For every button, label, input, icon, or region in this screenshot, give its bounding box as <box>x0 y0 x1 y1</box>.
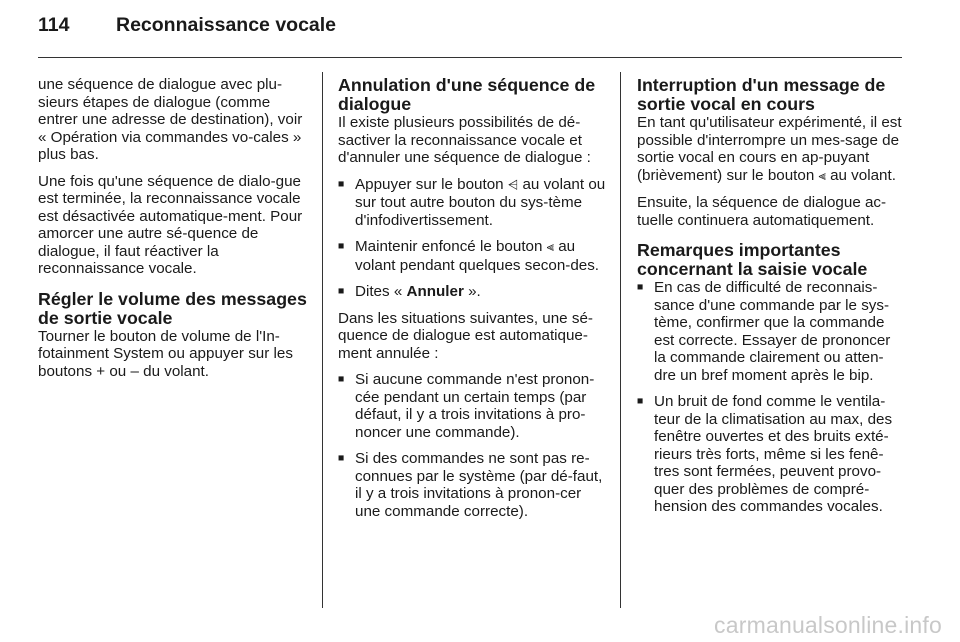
page-header <box>38 14 336 37</box>
section-heading-remarks: Remarques importantes concernant la saisie vocale <box>637 240 868 279</box>
list-item: ■ Appuyer sur le bouton ⩤ au volant ou sur tout autre bouton du sys-tème d'infodivertissement. <box>338 176 606 230</box>
paragraph: Dans les situations suivantes, une sé-quence de dialogue est automatique-ment annulée : <box>338 309 593 362</box>
voice-button-icon: ⫷ <box>818 168 826 184</box>
section-heading-cancel: Annulation d'une séquence de dialogue <box>338 75 596 114</box>
column-1 <box>38 76 308 389</box>
paragraph: une séquence de dialogue avec plu-sieurs étapes de dialogue (comme entrer une adresse de destination), voir « Opération via commandes vo-cales » plus bas. <box>38 76 303 163</box>
list-item: ■ Maintenir enfoncé le bouton ⫷ au volant pendant quelques secon-des. <box>338 238 606 274</box>
paragraph: Une fois qu'une séquence de dialo-gue est terminée, la reconnaissance vocale est désactivée automatique-ment. Pour amorcer une autre sé-quence de dialogue, il faut réactiver la reconnaissance vocale. <box>38 172 303 277</box>
paragraph: Tourner le bouton de volume de l'In-fotainment System ou appuyer sur les boutons + ou – du volant. <box>38 327 293 380</box>
section-heading-volume: Régler le volume des messages de sortie vocale <box>38 288 307 328</box>
cancel-command: Annuler <box>406 283 464 300</box>
paragraph: Ensuite, la séquence de dialogue ac-tuelle continuera automatiquement. <box>637 194 887 229</box>
page-title: Reconnaissance vocale <box>116 14 337 36</box>
list-item: ■ Un bruit de fond comme le ventila-teur de la climatisation au max, des fenêtre ouvertes et des bruits exté-rieurs très forts, même si les fenê-tres sont fermées, peuvent provo-quer des problèmes de compré-hension des commandes vocales. <box>637 393 903 516</box>
list-item: ■ Dites « Annuler ». <box>338 283 606 301</box>
watermark: carmanualsonline.info <box>714 612 942 638</box>
paragraph: En tant qu'utilisateur expérimenté, il est possible d'interrompre un mes-sage de sortie vocal en cours en ap-puyant (brièvement) sur le bouton ⫷ au volant. <box>637 114 902 184</box>
column-3 <box>637 76 903 525</box>
column-2 <box>338 76 606 529</box>
paragraph: Il existe plusieurs possibilités de dé-sactiver la reconnaissance vocale et d'annuler une séquence de dialogue : <box>338 114 591 166</box>
column-divider-1 <box>322 72 323 608</box>
voice-button-icon: ⫷ <box>546 240 555 255</box>
section-heading-interrupt: Interruption d'un message de sortie vocal en cours <box>637 75 886 114</box>
list-item: ■ Si aucune commande n'est pronon-cée pendant un certain temps (par défaut, il y a trois invitations à pro-noncer une commande). <box>338 371 606 441</box>
list-item: ■ Si des commandes ne sont pas re-connues par le système (par dé-faut, il y a trois invitations à pronon-cer une commande correcte). <box>338 450 606 520</box>
header-rule <box>38 57 902 58</box>
column-divider-2 <box>620 72 621 608</box>
mute-button-icon: ⩤ <box>507 177 519 193</box>
list-item: ■ En cas de difficulté de reconnais-sance d'une commande par le sys-tème, confirmer que la commande est correcte. Essayer de prononcer la commande clairement ou atten-dre un bref moment après le bip. <box>637 279 903 384</box>
page-number: 114 <box>38 14 70 36</box>
